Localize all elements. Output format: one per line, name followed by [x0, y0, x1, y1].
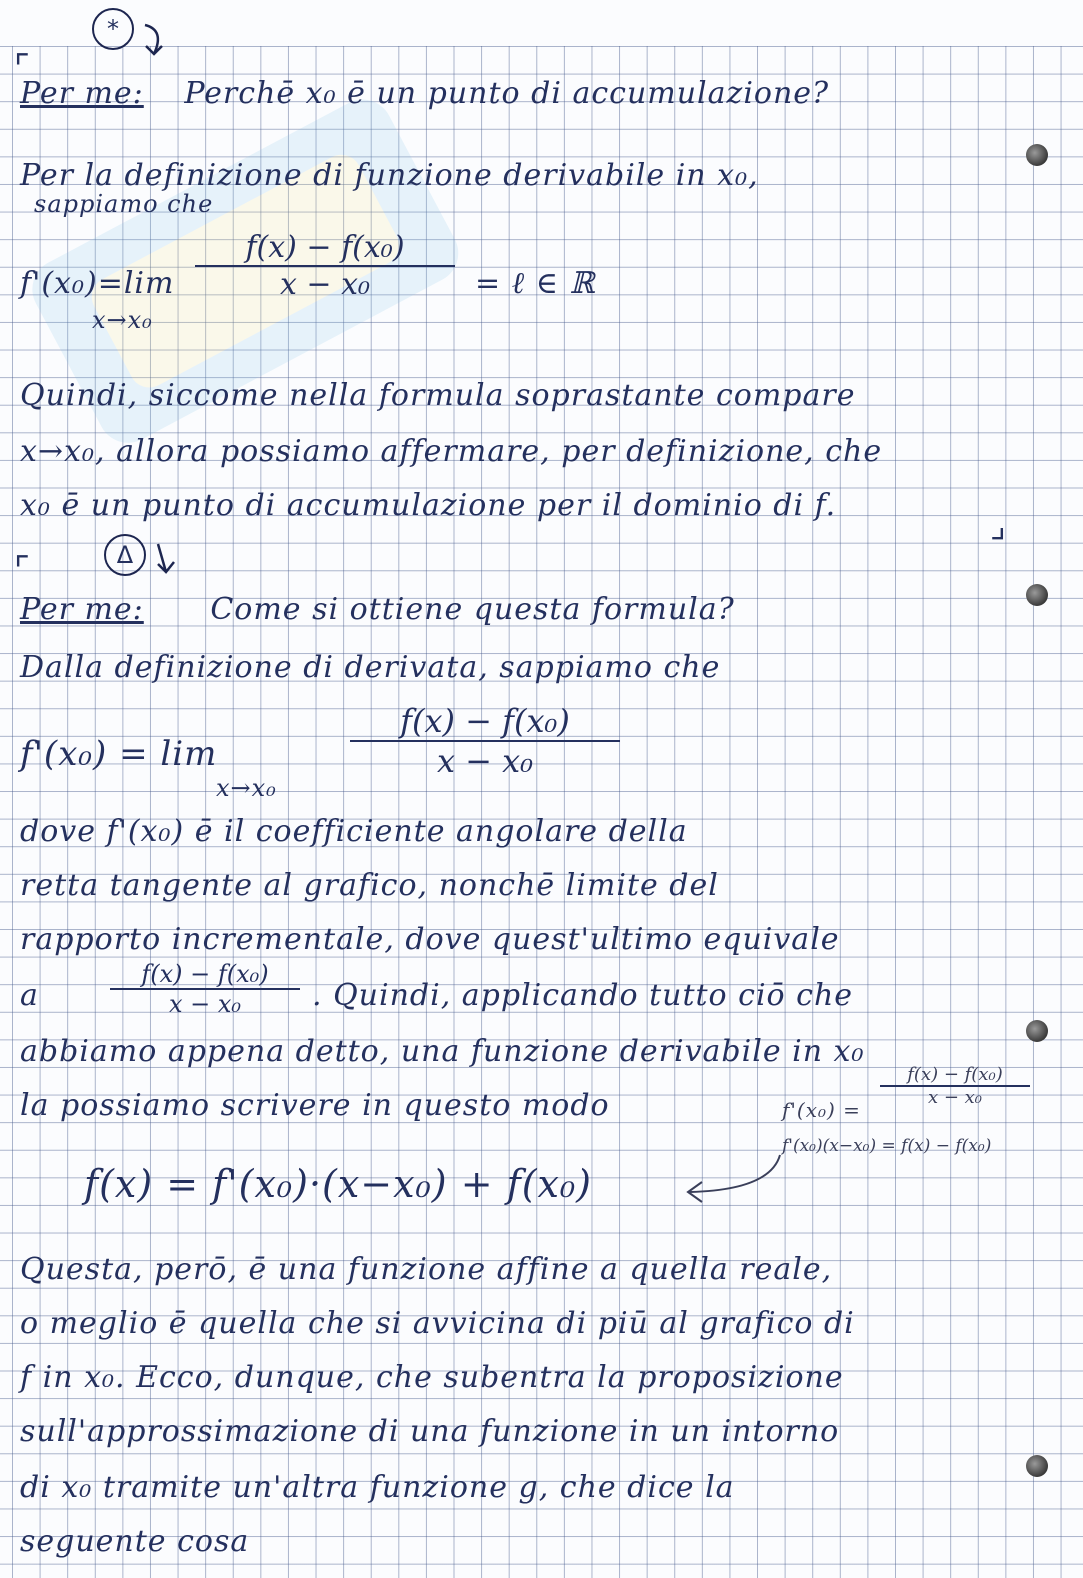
section1-title-text: Perchē x₀ ē un punto di accumulazione? [184, 76, 830, 111]
section1-title-prefix: Per me: [20, 76, 144, 111]
star-marker: * [92, 8, 134, 50]
side-note-eq2: f'(x₀)(x−x₀) = f(x) − f(x₀) [782, 1136, 992, 1156]
section2-line8: Questa, perō, ē una funzione affine a quella reale, [20, 1252, 833, 1287]
section2-title-prefix: Per me: [20, 592, 144, 627]
side-note-num: f(x) − f(x₀) [880, 1064, 1030, 1087]
section1-formula-num: f(x) − f(x₀) [195, 230, 455, 267]
section1-formula-left: f'(x₀)=lim [20, 266, 175, 301]
section2-line7: la possiamo scrivere in questo modo [20, 1088, 610, 1123]
section1-line3: x→x₀, allora possiamo affermare, per definizione, che [20, 434, 883, 469]
open-bracket: ⌜ [14, 48, 30, 88]
section2-formula-den: x − x₀ [436, 742, 534, 780]
section2-line5-suffix: . Quindi, applicando tutto ciō che [312, 978, 854, 1013]
section2-line13: seguente cosa [20, 1524, 250, 1559]
binder-hole-1 [1026, 144, 1048, 166]
binder-hole-3 [1026, 1020, 1048, 1042]
section2-line5-prefix: a [20, 978, 39, 1013]
section1-line1b: sappiamo che [34, 190, 214, 218]
binder-hole-4 [1026, 1455, 1048, 1477]
section2-main-formula: f(x) = f'(x₀)·(x−x₀) + f(x₀) [84, 1162, 593, 1206]
section2-line1: Dalla definizione di derivata, sappiamo che [20, 650, 721, 685]
side-note-den: x − x₀ [927, 1087, 983, 1108]
section1-formula-den: x − x₀ [279, 267, 371, 302]
close-bracket: ⌟ [990, 506, 1006, 546]
section1-formula-right: = ℓ ∈ ℝ [475, 266, 596, 301]
delta-marker: Δ [104, 534, 146, 576]
section2-line5-num: f(x) − f(x₀) [110, 960, 300, 990]
section1-formula-fraction [195, 230, 455, 302]
section2-line2: dove f'(x₀) ē il coefficiente angolare della [20, 814, 688, 849]
section1-line2: Quindi, siccome nella formula soprastante compare [20, 378, 856, 413]
section1-line4: x₀ ē un punto di accumulazione per il dominio di f. [20, 488, 837, 523]
pointer-arrow-icon [680, 1150, 790, 1210]
section2-formula-left: f'(x₀) = lim [20, 734, 218, 774]
section2-line4: rapporto incrementale, dove quest'ultimo equivale [20, 922, 840, 957]
section2-formula-sub: x→x₀ [216, 774, 277, 802]
section2-line3: retta tangente al grafico, nonchē limite del [20, 868, 719, 903]
section2-title [20, 592, 735, 628]
binder-hole-2 [1026, 584, 1048, 606]
section2-line11: sull'approssimazione di una funzione in un intorno [20, 1414, 840, 1449]
section2-line6: abbiamo appena detto, una funzione derivabile in x₀ [20, 1034, 865, 1069]
section2-line5-fraction [110, 960, 300, 1018]
section2-formula-num: f(x) − f(x₀) [350, 702, 620, 742]
side-note-lhs: f'(x₀) = [782, 1098, 861, 1122]
section2-formula-fraction [350, 702, 620, 780]
arrow-down-icon [140, 20, 170, 60]
arrow-down-icon-2 [150, 540, 180, 580]
section1-formula-sub: x→x₀ [92, 306, 153, 334]
section2-line5-den: x − x₀ [168, 990, 242, 1018]
section2-line9: o meglio ē quella che si avvicina di piū al grafico di [20, 1306, 855, 1341]
section1-title [20, 76, 829, 112]
section2-line10: f in x₀. Ecco, dunque, che subentra la proposizione [20, 1360, 844, 1395]
open-bracket-2: ⌜ [14, 550, 30, 590]
section2-line12: di x₀ tramite un'altra funzione g, che dice la [20, 1470, 735, 1505]
side-note-fraction [880, 1064, 1030, 1108]
section2-title-text: Come si ottiene questa formula? [210, 592, 735, 627]
section1-line1: Per la definizione di funzione derivabile in x₀, [20, 158, 759, 193]
